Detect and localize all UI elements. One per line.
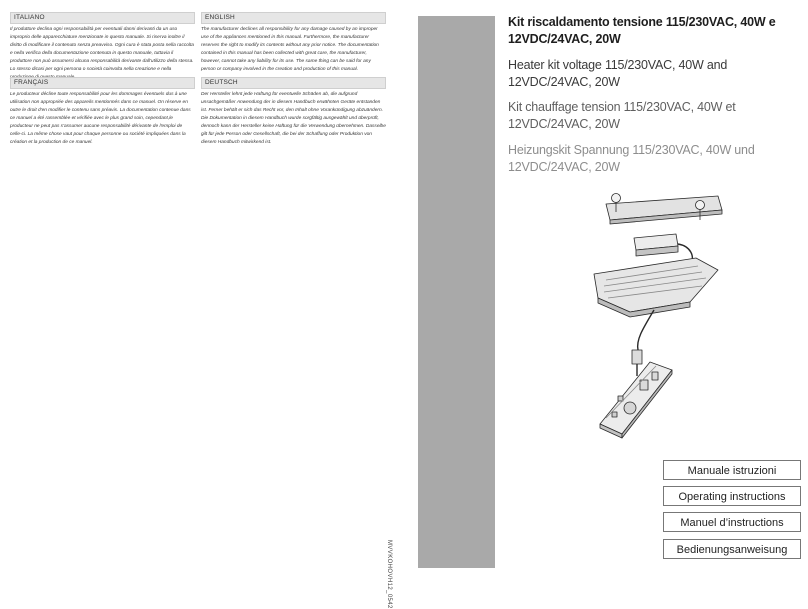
manual-button-deutsch[interactable]: Bedienungsanweisung	[663, 539, 801, 559]
disclaimer-text-deutsch: Der Hersteller lehnt jede Haftung für eventuelle Schäden ab, die aufgrund unsachgemäßer Anwendung der in diesem Handbuch erwähnten Geräte entstanden ist. Ferner behält er sich das Recht vor, den Inhalt ohne Vorankündigung abzuändern. Die Dokumentation in diesem Handbuch wurde sorgfältig ausgewählt und überprüft, dennoch kann der Hersteller keine Haftung für die Verwendung übernehmen. Dasselbe gilt für jede Person oder Gesellschaft, die bei der Schaffung oder Produktion von diesem Handbuch mitwirkend ist.	[201, 92, 386, 145]
title-francais: Kit chauffage tension 115/230VAC, 40W et 12VDC/24VAC, 20W	[508, 100, 736, 131]
title-italiano: Kit riscaldamento tensione 115/230VAC, 40W e 12VDC/24VAC, 20W	[508, 15, 776, 46]
disclaimer-heading-english: ENGLISH	[201, 12, 386, 24]
grey-spine-strip	[418, 16, 495, 568]
manual-button-english[interactable]: Operating instructions	[663, 486, 801, 506]
disclaimer-italiano	[10, 12, 195, 82]
manual-button-italiano[interactable]: Manuale istruzioni	[663, 460, 801, 480]
disclaimer-english	[201, 12, 386, 74]
disclaimer-text-italiano: Il produttore declina ogni responsabilità per eventuali danni derivanti da un uso improprio delle apparecchiature menzionate in questo manuale. Si riserva inoltre il diritto di modificare il contenuto senza preavviso. Ogni cura è stata posta nella raccolta e nella verifica della documentazione contenuta in questo manuale, tuttavia il produttore non può assumersi alcuna responsabilità derivante dall'utilizzo della stessa. Lo stesso dicasi per ogni persona o società coinvolta nella creazione e nella	[10, 27, 194, 72]
title-english: Heater kit voltage 115/230VAC, 40W and 12VDC/24VAC, 20W	[508, 58, 728, 89]
heater-kit-illustration	[570, 190, 800, 450]
disclaimer-heading-deutsch: DEUTSCH	[201, 77, 386, 89]
disclaimer-deutsch	[201, 77, 386, 147]
disclaimer-text-english: The manufacturer declines all responsibility for any damage caused by an improper use of the appliances mentioned in this manual. Furthermore, the manufacturer reserves the right to modify its contents without any prior notice. The documentation contained in this manual has been collected with great care, the manufacturer, however, cannot take any liability for its use. The same thing can be said for any person or company involved in the creation and production of this manual.	[201, 27, 379, 72]
disclaimer-text-francais: Le producteur décline toute responsabilité pour les dommages éventuels dus à une utilisation non appropriée des appareils mentionnés dans ce manuel. On réserve en outre le droit d'en modifier le contenu sans préavis. La documentation contenue dans ce manuel a été rassemblée et vérifiée avec le plus grand soin, cependant,le producteur ne peut pas s'assumer aucune responsabilité dérivante de l'emploi de celle-ci. La même chose vaut pour chaque personne ou société impliquées dans la création et la production de ce manuel.	[10, 92, 191, 145]
manual-button-francais[interactable]: Manuel d’instructions	[663, 512, 801, 532]
title-deutsch: Heizungskit Spannung 115/230VAC, 40W und 12VDC/24VAC, 20W	[508, 143, 755, 174]
disclaimer-francais	[10, 77, 195, 147]
disclaimer-heading-italiano: ITALIANO	[10, 12, 195, 24]
document-code: MVVKOHOVH12_0542	[386, 540, 392, 609]
disclaimer-heading-francais: FRANÇAIS	[10, 77, 195, 89]
